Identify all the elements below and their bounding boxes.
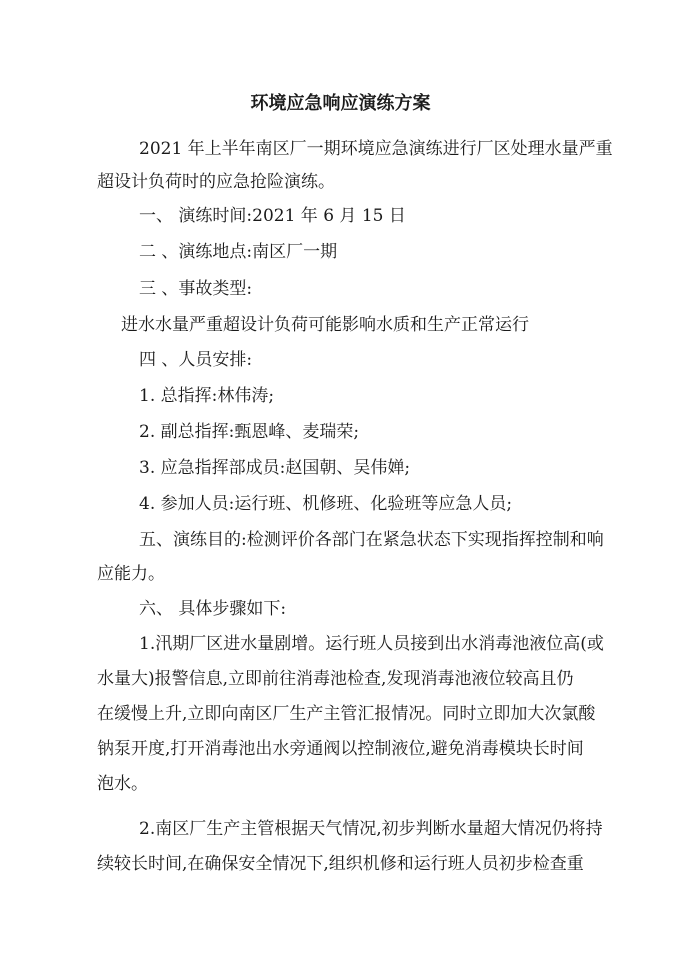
step-2-line-2: 续较长时间,在确保安全情况下,组织机修和运行班人员初步检查重 — [97, 854, 584, 874]
intro-line-1: 2021 年上半年南区厂一期环境应急演练进行厂区处理水量严重 — [139, 139, 613, 159]
section-2-location: 二 、演练地点:南区厂一期 — [139, 242, 338, 262]
document-title: 环境应急响应演练方案 — [250, 93, 431, 114]
section-5-line-2: 应能力。 — [97, 564, 165, 584]
step-1-line-4: 钠泵开度,打开消毒池出水旁通阀以控制液位,避免消毒模块长时间 — [97, 739, 584, 759]
intro-line-2: 超设计负荷时的应急抢险演练。 — [97, 172, 335, 192]
step-1-line-3: 在缓慢上升,立即向南区厂生产主管汇报情况。同时立即加大次氯酸 — [97, 704, 596, 724]
section-5-line-1: 五、演练目的:检测评价各部门在紧急状态下实现指挥控制和响 — [139, 530, 604, 550]
step-1-line-2: 水量大)报警信息,立即前往消毒池检查,发现消毒池液位较高且仍 — [97, 669, 574, 689]
staff-item-2: 2. 副总指挥:甄恩峰、麦瑞荣; — [139, 422, 360, 442]
staff-item-1: 1. 总指挥:林伟涛; — [139, 386, 275, 406]
section-3-body: 进水水量严重超设计负荷可能影响水质和生产正常运行 — [121, 315, 529, 335]
step-1-line-1: 1.汛期厂区进水量剧增。运行班人员接到出水消毒池液位高(或 — [139, 634, 604, 654]
section-4-heading: 四 、人员安排: — [139, 350, 253, 370]
section-3-heading: 三 、事故类型: — [139, 279, 253, 299]
step-1-line-5: 泡水。 — [97, 774, 148, 794]
staff-item-3: 3. 应急指挥部成员:赵国朝、吴伟婵; — [139, 458, 411, 478]
section-6-heading: 六、 具体步骤如下: — [139, 599, 287, 619]
step-2-line-1: 2.南区厂生产主管根据天气情况,初步判断水量超大情况仍将持 — [139, 819, 603, 839]
staff-item-4: 4. 参加人员:运行班、机修班、化验班等应急人员; — [139, 494, 513, 514]
section-1-time: 一、 演练时间:2021 年 6 月 15 日 — [139, 206, 406, 226]
